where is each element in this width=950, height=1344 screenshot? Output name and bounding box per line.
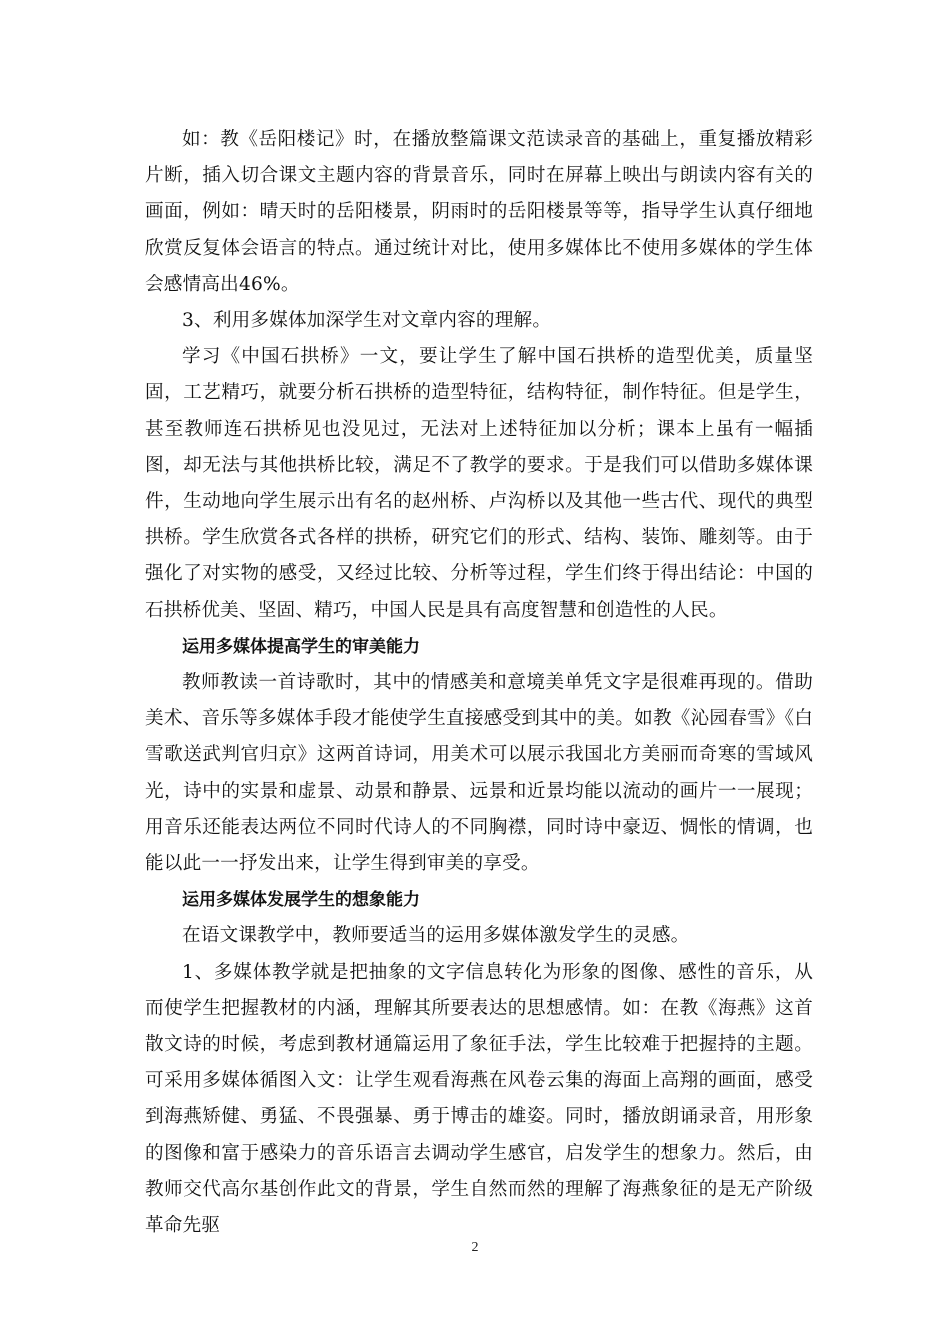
document-body — [145, 122, 813, 1244]
paragraph-stone-bridge: 学习《中国石拱桥》一文，要让学生了解中国石拱桥的造型优美，质量坚固，工艺精巧，就要分析石拱桥的造型特征，结构特征，制作特征。但是学生，甚至教师连石拱桥见也没见过，无法对上述特征加以分析；课本上虽有一幅插图，却无法与其他拱桥比较，满足不了教学的要求。于是我们可以借助多媒体课件，生动地向学生展示出有名的赵州桥、卢沟桥以及其他一些古代、现代的典型拱桥。学生欣赏各式各样的拱桥，研究它们的形式、结构、装饰、雕刻等。由于强化了对实物的感受，又经过比较、分析等过程，学生们终于得出结论：中国的石拱桥优美、坚固、精巧，中国人民是具有高度智慧和创造性的人民。 — [145, 346, 813, 621]
paragraph-seagull-example: 1、多媒体教学就是把抽象的文字信息转化为形象的图像、感性的音乐，从而使学生把握教材的内涵，理解其所要表达的思想感情。如：在教《海燕》这首散文诗的时候，考虑到教材通篇运用了象征手法，学生比较难于把握持的主题。可采用多媒体循图入文：让学生观看海燕在风卷云集的海面上高翔的画面，感受到海燕矫健、勇猛、不畏强暴、勇于博击的雄姿。同时，播放朗诵录音，用形象的图像和富于感染力的音乐语言去调动学生感官，启发学生的想象力。然后，由教师交代高尔基创作此文的背景，学生自然而然的理解了海燕象征的是无产阶级革命先驱 — [145, 961, 813, 1237]
page-number: 2 — [471, 1240, 479, 1255]
paragraph-poetry-aesthetic: 教师教读一首诗歌时，其中的情感美和意境美单凭文字是很难再现的。借助美术、音乐等多媒体手段才能使学生直接感受到其中的美。如教《沁园春雪》《白雪歌送武判官归京》这两首诗词，用美术可以展示我国北方美丽而奇寒的雪域风光，诗中的实景和虚景、动景和静景、远景和近景均能以流动的画片一一展现；用音乐还能表达两位不同时代诗人的不同胸襟，同时诗中豪迈、惆怅的情调，也能以此一一抒发出来，让学生得到审美的享受。 — [145, 672, 813, 875]
section-heading-imagination: 运用多媒体发展学生的想象能力 — [182, 890, 420, 911]
paragraph-inspiration: 在语文课教学中，教师要适当的运用多媒体激发学生的灵感。 — [182, 925, 690, 947]
paragraph-yueyanglou-example: 如：教《岳阳楼记》时，在播放整篇课文范读录音的基础上，重复播放精彩片断，插入切合课文主题内容的背景音乐，同时在屏幕上映出与朗读内容有关的画面，例如：晴天时的岳阳楼景，阴雨时的岳阳楼景等等，指导学生认真仔细地欣赏反复体会语言的特点。通过统计对比，使用多媒体比不使用多媒体的学生体会感情高出46%。 — [145, 129, 813, 295]
section-heading-aesthetic: 运用多媒体提高学生的审美能力 — [182, 636, 420, 657]
paragraph-point-3: 3、利用多媒体加深学生对文章内容的理解。 — [182, 310, 552, 332]
